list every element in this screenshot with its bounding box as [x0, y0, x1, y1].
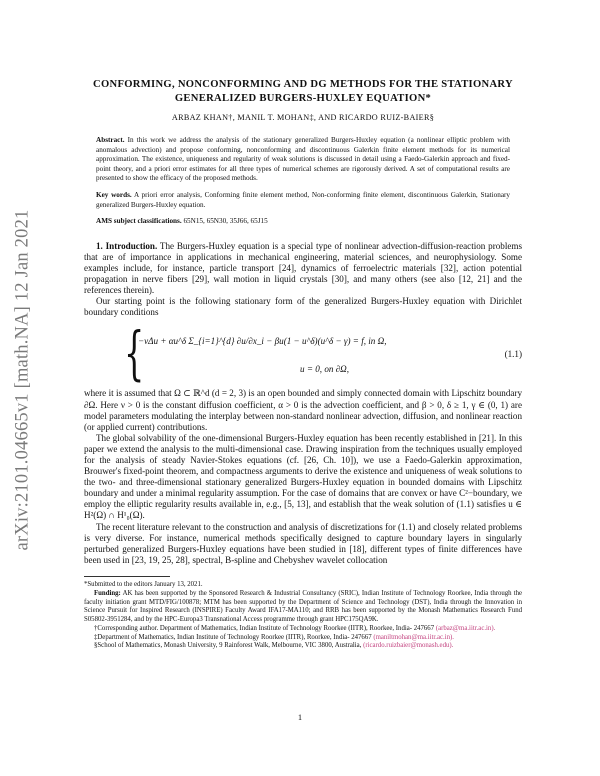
footnote-author-3: [84, 642, 522, 651]
author-1-affiliation: †Corresponding author. Department of Mathematics, Indian Institute of Technology Roorkee (IITR), Roorkee, India- 247667: [94, 624, 435, 632]
keywords-label: Key words.: [96, 190, 132, 199]
intro-paragraph-2: Our starting point is the following stationary form of the generalized Burgers-Huxley equation with Dirichlet boundary conditions: [84, 296, 522, 318]
arxiv-identifier: arXiv:2101.04665v1 [math.NA] 12 Jan 2021: [12, 209, 33, 551]
paper-title: [84, 78, 522, 106]
section-heading: 1. Introduction.: [96, 240, 158, 251]
abstract-label: Abstract.: [96, 136, 125, 144]
paper-page: [84, 78, 522, 651]
footnote-rule: [84, 576, 170, 577]
footnote-submitted: *Submitted to the editors January 13, 2021.: [84, 580, 203, 588]
page-number: 1: [297, 712, 303, 722]
author-1-email-link[interactable]: (arbaz@ma.iitr.ac.in).: [435, 624, 496, 632]
footnote-author-1: [84, 625, 522, 634]
footnote-author-2: [84, 634, 522, 643]
intro-paragraph-1: [84, 241, 522, 296]
author-2-email-link[interactable]: (maniltmohan@ma.iitr.ac.in).: [373, 633, 454, 641]
intro-text-1: The Burgers-Huxley equation is a special type of nonlinear advection-diffusion-reaction problems that are of importance in applications in mechanical engineering, material sciences, and neurophysiology. Some examples include, for instance, particle transport [24], dynamics of ferroelectric materials [32], action potential propagation in nerve fibers [29], wall motion in liquid crystals [30], and many others (see also [12, 21] and the references therein).: [84, 240, 522, 296]
arxiv-sidebar-stamp: [8, 200, 38, 560]
author-2-affiliation: ‡Department of Mathematics, Indian Institute of Technology Roorkee (IITR), Roorkee, India- 247667: [94, 633, 372, 641]
equation-line-2: u = 0, on ∂Ω,: [300, 364, 350, 375]
ams-classifications: [84, 217, 522, 227]
title-line-2: GENERALIZED BURGERS-HUXLEY EQUATION*: [174, 93, 432, 104]
equation-1-1: [84, 319, 522, 388]
paper-body: [84, 241, 522, 566]
footnote-funding: [84, 590, 522, 625]
funding-label: Funding:: [94, 589, 121, 597]
author-3-affiliation: §School of Mathematics, Monash University, 9 Rainforest Walk, Melbourne, VIC 3800, Australia,: [94, 642, 362, 650]
equation-brace: {: [124, 319, 145, 388]
intro-paragraph-5: The recent literature relevant to the construction and analysis of discretizations for (1.1) and closely related problems is very diverse. For instance, numerical methods specifically designed to capture boundary layers in singularly perturbed generalized Burgers-Huxley equations have been studied in [18], different types of finite differences have been used in [23, 19, 25, 28], spectral, B-spline and Chebyshev wavelet collocation: [84, 521, 522, 565]
author-list: ARBAZ KHAN†, MANIL T. MOHAN‡, AND RICARDO RUIZ-BAIER§: [171, 113, 435, 122]
ams-codes: 65N15, 65N30, 35J66, 65J15: [183, 217, 268, 226]
author-3-email-link[interactable]: (ricardo.ruizbaier@monash.edu).: [363, 642, 454, 650]
abstract-text: In this work we address the analysis of the stationary generalized Burgers-Huxley equation (a nonlinear elliptic problem with anomalous advection) and propose conforming, nonconforming and discontinuous Galerkin finite element methods for its numerical approximation. The existence, uniqueness and regularity of weak solutions is discussed in detail using a Faedo-Galerkin approach and fixed-point theory, and a priori error estimates for all three types of numerical schemes are rigorously derived. A set of computational results are presented to show the efficacy of the proposed methods.: [96, 136, 511, 183]
ams-label: AMS subject classifications.: [96, 217, 182, 226]
keywords: [84, 191, 522, 210]
title-line-1: CONFORMING, NONCONFORMING AND DG METHODS FOR THE STATIONARY: [93, 79, 513, 90]
keywords-text: A priori error analysis, Conforming finite element method, Non-conforming finite element, discontinuous Galerkin, Stationary generalized Burgers-Huxley equation.: [96, 190, 510, 209]
abstract: [84, 136, 522, 184]
footnotes: [84, 581, 522, 651]
intro-paragraph-4: The global solvability of the one-dimensional Burgers-Huxley equation has been recently established in [21]. In this paper we extend the analysis to the multi-dimensional case. Drawing inspiration from the techniques usually employed for the analysis of steady Navier-Stokes equations (cf. [26, Ch. 10]), we use a Faedo-Galerkin approximation, Brouwer's fixed-point theorem, and compactness arguments to derive the existence and uniqueness of weak solutions to the two- and three-dimensional stationary generalized Burgers-Huxley equation in bounded domains with Lipschitz boundary and under a minimal regularity assumption. For the case of domains that are convex or have C²−boundary, we employ the elliptic regularity results available in, e.g., [5, 13], and establish that the weak solution of (1.1) satisfies u ∈ H²(Ω) ∩ H¹₀(Ω).: [84, 432, 522, 521]
funding-text: AK has been supported by the Sponsored Research & Industrial Consultancy (SRIC), Indian Institute of Technology Roorkee, India through the faculty initiation grant MTD/FIG/100878; MTM has been supported by the Department of Science and Technology (DST), India through the Innovation in Science Pursuit for Inspired Research (INSPIRE) Faculty Award IFA17-MA110; and RRB has been supported by the Monash Mathematics Research Fund S05802-3951284, and by the HPC-Europa3 Transnational Access programme through grant HPC175QA9K.: [84, 589, 522, 624]
equation-line-1: −νΔu + αu^δ Σ_{i=1}^{d} ∂u/∂x_i − βu(1 − u^δ)(u^δ − γ) = f, in Ω,: [138, 336, 387, 347]
intro-paragraph-3: where it is assumed that Ω ⊂ ℝ^d (d = 2, 3) is an open bounded and simply connected domain with Lipschitz boundary ∂Ω. Here ν > 0 is the constant diffusion coefficient, α > 0 is the advection coefficient, and β > 0, δ ≥ 1, γ ∈ (0, 1) are model parameters modulating the interplay between non-standard nonlinear advection, diffusion, and nonlinear reaction (or applied current) contributions.: [84, 388, 522, 432]
equation-number: (1.1): [504, 349, 522, 360]
